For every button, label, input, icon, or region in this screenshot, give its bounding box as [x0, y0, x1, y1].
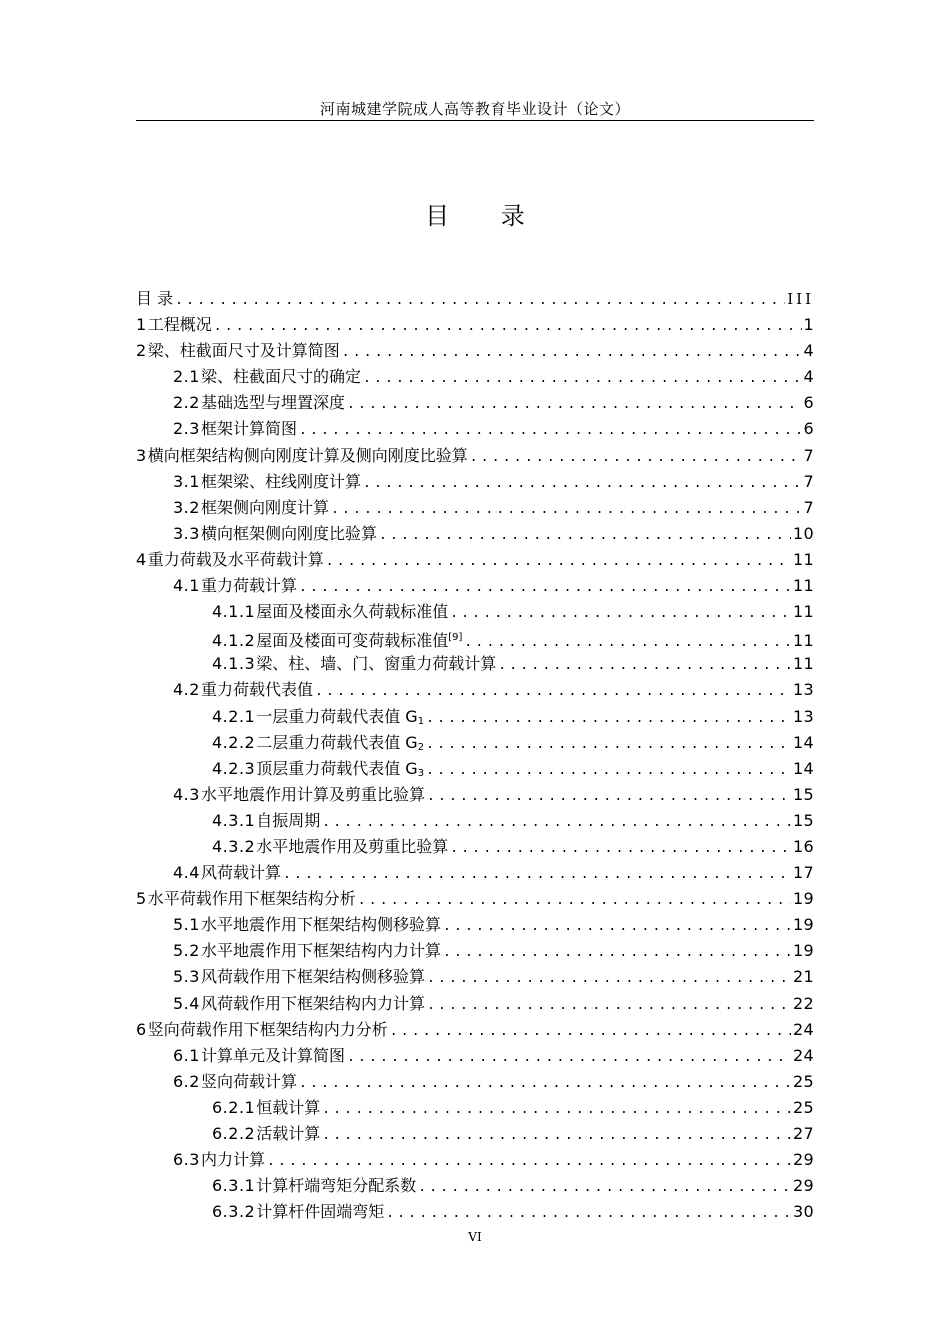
toc-entry[interactable] [136, 469, 814, 495]
toc-leader-dots [322, 810, 791, 834]
toc-entry-title [201, 1043, 345, 1069]
toc-leader-dots [426, 732, 791, 756]
toc-entry-page: 19 [793, 941, 814, 961]
toc-entry-title [201, 364, 361, 390]
toc-entry[interactable] [136, 547, 814, 573]
toc-entry-subscript: 1 [417, 715, 425, 727]
toc-entry[interactable] [136, 860, 814, 886]
toc-entry-title [201, 782, 425, 808]
toc-entry-title-text: 工程概况 [147, 315, 212, 335]
toc-entry-page: 11 [793, 549, 814, 569]
toc-entry-page: III [787, 290, 814, 308]
toc-entry-title-text: 恒载计算 [256, 1097, 321, 1117]
toc-leader-dots [315, 679, 791, 703]
toc-entry[interactable] [136, 704, 814, 730]
toc-entry-number: 6 [136, 1019, 147, 1039]
toc-entry-title [148, 338, 340, 364]
toc-entry[interactable] [136, 1121, 814, 1147]
toc-leader-dots [427, 966, 791, 990]
toc-entry-title [256, 599, 448, 625]
toc-leader-dots [347, 1045, 791, 1069]
toc-entry-page: 13 [793, 706, 814, 726]
table-of-contents [136, 286, 814, 1225]
toc-entry-title-text: 水平地震作用及剪重比验算 [256, 836, 449, 856]
toc-leader-dots [342, 340, 802, 364]
toc-entry-title-text: 梁、柱、墙、门、窗重力荷载计算 [256, 654, 497, 674]
toc-leader-dots [418, 1175, 791, 1199]
toc-leader-dots [390, 1019, 791, 1043]
toc-entry-page: 14 [793, 732, 814, 752]
toc-entry-title [148, 886, 356, 912]
toc-entry-title-text: 屋面及楼面永久荷载标准值 [256, 602, 449, 622]
toc-entry-subscript: 2 [417, 741, 425, 753]
toc-entry-number: 3.2 [173, 497, 200, 517]
toc-entry-title [148, 547, 324, 573]
toc-entry-number: 4.2 [173, 680, 200, 700]
toc-entry-number: 6.3 [173, 1150, 200, 1170]
page-title: 目 录 [425, 202, 547, 230]
toc-entry-number: 6.3.2 [212, 1202, 256, 1222]
toc-entry[interactable] [136, 495, 814, 521]
toc-leader-dots [299, 575, 791, 599]
toc-entry-title-text: 顶层重力荷载代表值 G [256, 758, 418, 778]
toc-entry-number: 3.1 [173, 471, 200, 491]
toc-entry-title [148, 443, 468, 469]
toc-entry-page: 19 [793, 889, 814, 909]
toc-entry[interactable] [136, 730, 814, 756]
toc-leader-dots [426, 758, 791, 782]
toc-entry-number: 2.2 [173, 393, 200, 413]
toc-entry[interactable] [136, 521, 814, 547]
toc-entry-title-text: 计算杆件固端弯矩 [256, 1202, 385, 1222]
toc-entry-title [201, 991, 425, 1017]
toc-entry[interactable] [136, 338, 814, 364]
toc-entry-title-text: 框架梁、柱线刚度计算 [200, 471, 361, 491]
toc-entry-number: 5.3 [173, 967, 200, 987]
toc-leader-dots [443, 914, 791, 938]
toc-entry-page: 19 [793, 915, 814, 935]
toc-entry[interactable] [136, 416, 814, 442]
toc-entry-number: 3 [136, 445, 147, 465]
toc-entry-page: 6 [803, 393, 814, 413]
toc-entry[interactable] [136, 782, 814, 808]
toc-entry-title-text: 重力荷载代表值 [200, 680, 313, 700]
toc-entry-page: 11 [793, 602, 814, 622]
toc-entry-number: 4.1.2 [212, 631, 256, 651]
toc-entry-title-text: 水平荷载作用下框架结构分析 [147, 889, 356, 909]
toc-entry-title-text: 基础选型与埋置深度 [200, 393, 345, 413]
toc-entry-page: 4 [803, 367, 814, 387]
toc-entry-page: 11 [793, 631, 814, 651]
toc-entry[interactable] [136, 912, 814, 938]
toc-entry[interactable] [136, 390, 814, 416]
toc-entry-number: 6.1 [173, 1045, 200, 1065]
toc-entry[interactable] [136, 1043, 814, 1069]
toc-leader-dots [299, 1071, 791, 1095]
toc-leader-dots [175, 288, 785, 312]
toc-entry-page: 7 [803, 471, 814, 491]
toc-entry-title-text: 横向框架结构侧向刚度计算及侧向刚度比验算 [147, 445, 468, 465]
toc-entry-citation: [9] [448, 632, 463, 644]
toc-entry-title [201, 390, 345, 416]
toc-leader-dots [464, 630, 791, 651]
toc-leader-dots [358, 888, 791, 912]
toc-entry[interactable] [136, 599, 814, 625]
toc-entry-title-text: 计算单元及计算简图 [200, 1045, 345, 1065]
toc-entry-title [201, 964, 425, 990]
toc-entry-title-text: 活载计算 [256, 1124, 321, 1143]
toc-leader-dots [450, 601, 791, 625]
toc-leader-dots [363, 366, 802, 390]
toc-entry-title-text: 自振周期 [256, 810, 321, 830]
toc-leader-dots [326, 549, 791, 573]
toc-entry-number: 4.1.1 [212, 602, 256, 622]
toc-entry-number: 6.2.2 [212, 1124, 256, 1143]
toc-entry-title-text: 竖向荷载作用下框架结构内力分析 [147, 1019, 388, 1039]
toc-entry-title-text: 风荷载作用下框架结构侧移验算 [200, 967, 425, 987]
toc-entry-title [201, 521, 377, 547]
toc-leader-dots [214, 314, 802, 338]
toc-entry-title-text: 重力荷载及水平荷载计算 [147, 549, 324, 569]
toc-leader-dots [426, 706, 791, 730]
toc-entry-subscript: 3 [417, 767, 425, 779]
toc-entry[interactable] [136, 1095, 814, 1121]
toc-entry[interactable] [136, 808, 814, 834]
toc-entry-title-text: 屋面及楼面可变荷载标准值 [256, 631, 449, 651]
toc-entry-title [148, 312, 212, 338]
toc-entry[interactable] [136, 573, 814, 599]
toc-entry-title [201, 573, 297, 599]
toc-entry-page: 24 [793, 1045, 814, 1065]
toc-entry-number: 4.1 [173, 576, 200, 596]
toc-entry-page: 14 [793, 758, 814, 778]
toc-entry-title [136, 286, 173, 312]
toc-entry[interactable] [136, 1199, 814, 1225]
toc-entry-title-text: 框架侧向刚度计算 [200, 497, 329, 517]
toc-entry-number: 2.3 [173, 419, 200, 439]
toc-entry[interactable] [136, 677, 814, 703]
toc-entry-title [256, 834, 448, 860]
toc-entry-page: 15 [793, 784, 814, 804]
toc-entry-title [201, 495, 329, 521]
toc-entry-title [256, 730, 424, 756]
toc-entry[interactable] [136, 286, 814, 312]
toc-entry-number: 5.4 [173, 993, 200, 1013]
toc-entry-title-text: 框架计算简图 [200, 419, 297, 439]
toc-entry-title-text: 风荷载计算 [200, 863, 281, 883]
toc-entry-number: 4 [136, 549, 147, 569]
toc-entry-number: 6.2 [173, 1071, 200, 1091]
toc-leader-dots [331, 497, 802, 521]
toc-entry-page: 21 [793, 967, 814, 987]
toc-entry-page: 25 [793, 1071, 814, 1091]
toc-entry-number: 4.3.1 [212, 810, 256, 830]
toc-entry-title-text: 梁、柱截面尺寸的确定 [200, 367, 361, 387]
toc-entry-page: 15 [793, 810, 814, 830]
toc-entry-number: 6.3.1 [212, 1176, 256, 1196]
toc-entry-title [201, 677, 313, 703]
toc-entry-page: 16 [793, 836, 814, 856]
toc-entry-number: 5 [136, 889, 147, 909]
toc-entry-page: 22 [793, 993, 814, 1013]
toc-entry-page: 30 [793, 1202, 814, 1222]
toc-entry-number: 5.1 [173, 915, 200, 935]
toc-entry-title [201, 416, 297, 442]
toc-entry-page: 27 [793, 1124, 814, 1143]
toc-entry-title [256, 1199, 384, 1225]
toc-leader-dots [427, 784, 791, 808]
page-header: 河南城建学院成人高等教育毕业设计（论文） [319, 100, 630, 118]
toc-leader-dots [299, 418, 802, 442]
toc-entry-title [256, 625, 462, 651]
toc-entry-number: 4.3 [173, 784, 200, 804]
toc-entry-number: 4.1.3 [212, 654, 256, 674]
toc-entry-page: 4 [803, 341, 814, 361]
toc-entry-number: 1 [136, 315, 147, 335]
toc-entry-title [256, 1095, 320, 1121]
toc-entry-title-text: 计算杆端弯矩分配系数 [256, 1176, 417, 1196]
toc-entry[interactable] [136, 1017, 814, 1043]
toc-entry-title [148, 1017, 388, 1043]
toc-entry-title-text: 竖向荷载计算 [200, 1071, 297, 1091]
toc-entry-title [256, 651, 496, 677]
toc-entry[interactable] [136, 938, 814, 964]
toc-entry-title [256, 808, 320, 834]
header-rule [136, 120, 814, 121]
page-number: VI [468, 1230, 482, 1244]
toc-entry[interactable] [136, 312, 814, 338]
toc-entry[interactable] [136, 1147, 814, 1173]
toc-entry-title-text: 水平地震作用下框架结构内力计算 [200, 941, 441, 961]
toc-entry-number: 4.3.2 [212, 836, 256, 856]
toc-entry-number: 2 [136, 341, 147, 361]
toc-leader-dots [427, 993, 791, 1017]
toc-leader-dots [267, 1149, 791, 1173]
toc-entry[interactable] [136, 625, 814, 651]
toc-entry-title [201, 860, 281, 886]
toc-entry-number: 3.3 [173, 523, 200, 543]
toc-entry-page: 11 [793, 654, 814, 674]
toc-entry-page: 7 [803, 445, 814, 465]
toc-entry-title-text: 内力计算 [200, 1150, 265, 1170]
toc-entry-number: 4.2.1 [212, 706, 256, 726]
toc-entry[interactable] [136, 834, 814, 860]
toc-entry-title [201, 938, 441, 964]
toc-entry-title-text: 风荷载作用下框架结构内力计算 [200, 993, 425, 1013]
toc-entry[interactable] [136, 886, 814, 912]
toc-entry-number: 5.2 [173, 941, 200, 961]
toc-leader-dots [322, 1123, 791, 1147]
toc-entry-number: 4.2.2 [212, 732, 256, 752]
toc-entry-title-text: 水平地震作用计算及剪重比验算 [200, 784, 425, 804]
toc-leader-dots [450, 836, 791, 860]
toc-entry-page: 11 [793, 576, 814, 596]
toc-entry[interactable] [136, 991, 814, 1017]
toc-entry-title [201, 469, 361, 495]
toc-entry[interactable] [136, 443, 814, 469]
toc-leader-dots [363, 471, 802, 495]
toc-entry-page: 6 [803, 419, 814, 439]
toc-entry-number: 2.1 [173, 367, 200, 387]
toc-entry-title [256, 1173, 416, 1199]
toc-entry-page: 10 [793, 523, 814, 543]
toc-entry-title [256, 704, 424, 730]
toc-leader-dots [470, 445, 802, 469]
toc-leader-dots [443, 940, 791, 964]
toc-entry-page: 7 [803, 497, 814, 517]
toc-entry-title [256, 756, 424, 782]
toc-entry-title-text: 梁、柱截面尺寸及计算简图 [147, 341, 340, 361]
toc-entry[interactable] [136, 1173, 814, 1199]
toc-entry-page: 29 [793, 1176, 814, 1196]
toc-entry[interactable] [136, 364, 814, 390]
toc-entry-page: 24 [793, 1019, 814, 1039]
toc-leader-dots [283, 862, 791, 886]
toc-entry-title-text: 重力荷载计算 [200, 576, 297, 596]
toc-entry-page: 25 [793, 1097, 814, 1117]
toc-entry-title-text: 水平地震作用下框架结构侧移验算 [200, 915, 441, 935]
toc-leader-dots [322, 1097, 791, 1121]
toc-entry-title [201, 912, 441, 938]
toc-entry-page: 17 [793, 863, 814, 883]
toc-entry[interactable] [136, 651, 814, 677]
toc-entry[interactable] [136, 964, 814, 990]
toc-leader-dots [347, 392, 802, 416]
toc-entry-title [256, 1121, 320, 1147]
toc-entry-number: 6.2.1 [212, 1097, 256, 1117]
toc-leader-dots [379, 523, 791, 547]
toc-entry-title-text: 一层重力荷载代表值 G [256, 706, 418, 726]
toc-entry-title-text: 目 录 [136, 289, 174, 308]
toc-leader-dots [386, 1201, 791, 1225]
toc-entry-title [201, 1147, 265, 1173]
toc-entry-number: 4.2.3 [212, 758, 256, 778]
toc-entry[interactable] [136, 1069, 814, 1095]
toc-leader-dots [498, 653, 791, 677]
toc-entry-title [201, 1069, 297, 1095]
toc-entry-number: 4.4 [173, 863, 200, 883]
toc-entry-title-text: 横向框架侧向刚度比验算 [200, 523, 377, 543]
toc-entry-title-text: 二层重力荷载代表值 G [256, 732, 418, 752]
toc-entry[interactable] [136, 756, 814, 782]
toc-entry-page: 29 [793, 1150, 814, 1170]
toc-entry-page: 13 [793, 680, 814, 700]
toc-entry-page: 1 [803, 315, 814, 335]
